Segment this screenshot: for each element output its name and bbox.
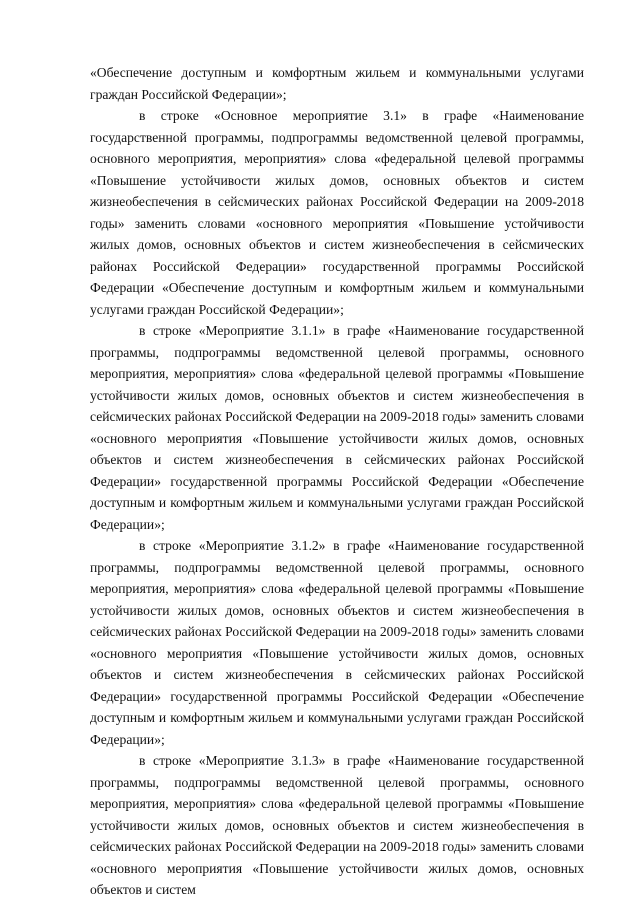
paragraph-activity-3-1-1: в строке «Мероприятие 3.1.1» в графе «Наименование государственной программы, подпрограммы ведомственной целевой программы, основного мероприятия, мероприятия» слова «федеральной целевой программы «Повышение устойчивости жилых домов, основных объектов и систем жизнеобеспечения в сейсмических районах Российской Федерации на 2009-2018 годы» заменить словами «основного мероприятия «Повышение устойчивости жилых домов, основных объектов и систем жизнеобеспечения в сейсмических районах Российской Федерации» государственной программы Российской Федерации «Обеспечение доступным и комфортным жильем и коммунальными услугами граждан Российской Федерации»;	[90, 323, 584, 532]
paragraph-continuation: «Обеспечение доступным и комфортным жильем и коммунальными услугами граждан Российской Федерации»;	[90, 65, 584, 102]
paragraph-activity-3-1-3: в строке «Мероприятие 3.1.3» в графе «Наименование государственной программы, подпрограммы ведомственной целевой программы, основного мероприятия, мероприятия» слова «федеральной целевой программы «Повышение устойчивости жилых домов, основных объектов и систем жизнеобеспечения в сейсмических районах Российской Федерации на 2009-2018 годы» заменить словами «основного мероприятия «Повышение устойчивости жилых домов, основных объектов и систем	[90, 753, 584, 897]
paragraph-activity-3-1-2: в строке «Мероприятие 3.1.2» в графе «Наименование государственной программы, подпрограммы ведомственной целевой программы, основного мероприятия, мероприятия» слова «федеральной целевой программы «Повышение устойчивости жилых домов, основных объектов и систем жизнеобеспечения в сейсмических районах Российской Федерации на 2009-2018 годы» заменить словами «основного мероприятия «Повышение устойчивости жилых домов, основных объектов и систем жизнеобеспечения в сейсмических районах Российской Федерации» государственной программы Российской Федерации «Обеспечение доступным и комфортным жильем и коммунальными услугами граждан Российской Федерации»;	[90, 538, 584, 747]
paragraph-main-activity-3-1: в строке «Основное мероприятие 3.1» в графе «Наименование государственной программы, подпрограммы ведомственной целевой программы, основного мероприятия, мероприятия» слова «федеральной целевой программы «Повышение устойчивости жилых домов, основных объектов и систем жизнеобеспечения в сейсмических районах Российской Федерации на 2009-2018 годы» заменить словами «основного мероприятия «Повышение устойчивости жилых домов, основных объектов и систем жизнеобеспечения в сейсмических районах Российской Федерации» государственной программы Российской Федерации «Обеспечение доступным и комфортным жильем и коммунальными услугами граждан Российской Федерации»;	[90, 108, 584, 317]
document-page	[90, 62, 584, 901]
